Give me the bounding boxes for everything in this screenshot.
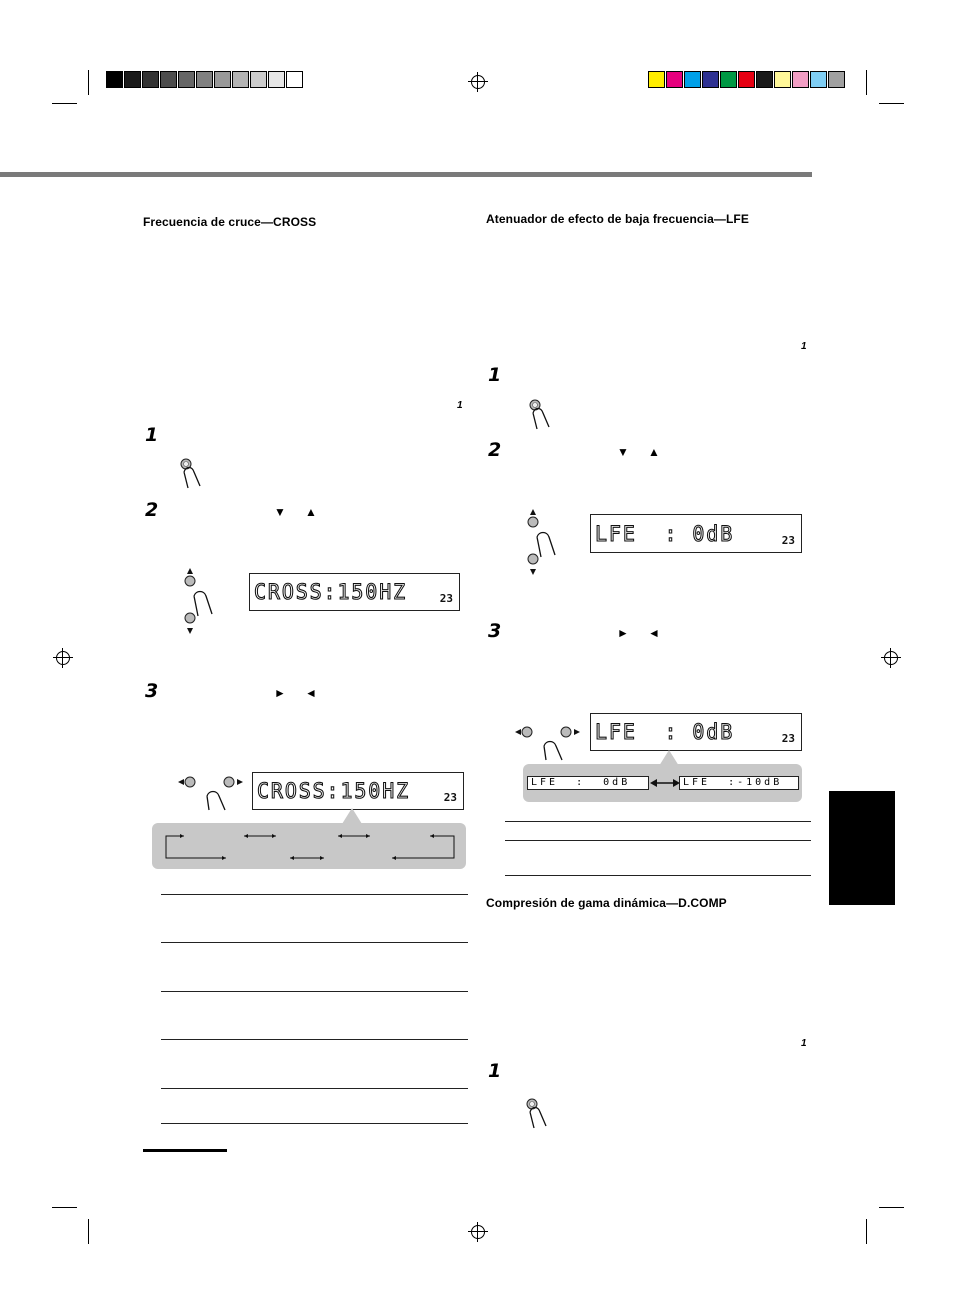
- table-rule: [505, 840, 811, 841]
- left-arrow-symbol: ◄: [648, 626, 660, 640]
- crop-mark: [52, 1207, 77, 1208]
- color-swatch: [684, 71, 701, 88]
- down-arrow-symbol: ▼: [617, 445, 629, 459]
- cross-display-2: [252, 772, 464, 810]
- color-swatch: [828, 71, 845, 88]
- lfe-display-2: [590, 713, 802, 751]
- display-text: CROSS:150HZ: [257, 779, 411, 803]
- language-side-tab: [829, 791, 895, 905]
- step-number: 1: [488, 364, 502, 386]
- color-swatch: [666, 71, 683, 88]
- gray-swatch: [124, 71, 141, 88]
- step-number: 1: [145, 424, 159, 446]
- step-number: 3: [145, 680, 159, 702]
- table-rule: [161, 942, 468, 943]
- table-rule: [161, 894, 468, 895]
- crop-mark: [879, 1207, 904, 1208]
- leftright-knob-icon: [177, 772, 245, 812]
- updown-knob-icon: [180, 566, 216, 636]
- finger-press-icon: [522, 1096, 556, 1130]
- reference-number: 1: [801, 1038, 807, 1049]
- down-arrow-symbol: ▼: [274, 505, 286, 519]
- gray-swatch: [196, 71, 213, 88]
- updown-knob-icon: [523, 507, 559, 577]
- step-number: 2: [488, 439, 502, 461]
- gray-swatch: [286, 71, 303, 88]
- step-number: 3: [488, 620, 502, 642]
- color-swatch: [774, 71, 791, 88]
- cross-display: [249, 573, 460, 611]
- table-rule: [161, 991, 468, 992]
- crop-mark: [88, 70, 89, 95]
- finger-press-icon: [176, 456, 210, 490]
- section-heading-cross: Frecuencia de cruce—CROSS: [143, 215, 317, 229]
- header-rule: [0, 172, 812, 177]
- right-arrow-symbol: ►: [617, 626, 629, 640]
- table-rule: [161, 1123, 468, 1124]
- reference-number: 1: [801, 341, 807, 352]
- registration-mark-left: [56, 651, 70, 665]
- lfe-option-0db: LFE : 0dB: [527, 776, 649, 790]
- table-rule: [505, 875, 811, 876]
- display-tag: 23: [443, 791, 457, 804]
- callout-pointer: [658, 750, 680, 766]
- section-heading-lfe: Atenuador de efecto de baja frecuencia—LFE: [486, 212, 749, 226]
- display-tag: 23: [781, 534, 795, 547]
- gray-swatch: [250, 71, 267, 88]
- color-swatch: [810, 71, 827, 88]
- lfe-display: [590, 514, 802, 553]
- registration-mark-right: [884, 651, 898, 665]
- step-number: 2: [145, 499, 159, 521]
- callout-pointer: [340, 808, 364, 824]
- gray-swatch: [106, 71, 123, 88]
- up-arrow-symbol: ▲: [648, 445, 660, 459]
- registration-mark-bottom: [471, 1225, 485, 1239]
- gray-swatch: [178, 71, 195, 88]
- color-swatch: [792, 71, 809, 88]
- color-swatch: [702, 71, 719, 88]
- display-text: CROSS:150HZ: [254, 580, 408, 604]
- display-text: LFE : 0dB: [595, 720, 735, 744]
- lfe-option-minus10db: LFE :-10dB: [679, 776, 799, 790]
- display-text: LFE : 0dB: [595, 521, 735, 546]
- gray-swatch: [232, 71, 249, 88]
- crop-mark: [866, 1219, 867, 1244]
- crop-mark: [879, 103, 904, 104]
- cycle-arrows: [160, 828, 460, 864]
- double-arrow-icon: [650, 778, 680, 788]
- display-tag: 23: [781, 732, 795, 745]
- crop-mark: [866, 70, 867, 95]
- color-swatch: [738, 71, 755, 88]
- crop-mark: [88, 1219, 89, 1244]
- table-rule: [161, 1088, 468, 1089]
- gray-swatch: [268, 71, 285, 88]
- table-rule: [505, 821, 811, 822]
- step-number: 1: [488, 1060, 502, 1082]
- leftright-knob-icon: [514, 722, 582, 762]
- left-arrow-symbol: ◄: [305, 686, 317, 700]
- display-tag: 23: [439, 592, 453, 605]
- color-swatch: [756, 71, 773, 88]
- table-rule: [161, 1039, 468, 1040]
- up-arrow-symbol: ▲: [305, 505, 317, 519]
- note-rule: [143, 1149, 227, 1152]
- reference-number: 1: [457, 400, 463, 411]
- crop-mark: [52, 103, 77, 104]
- right-arrow-symbol: ►: [274, 686, 286, 700]
- gray-swatch: [160, 71, 177, 88]
- color-swatch: [648, 71, 665, 88]
- gray-swatch: [142, 71, 159, 88]
- gray-swatch: [214, 71, 231, 88]
- registration-mark-top: [471, 75, 485, 89]
- section-heading-dcomp: Compresión de gama dinámica—D.COMP: [486, 896, 727, 910]
- color-swatch: [720, 71, 737, 88]
- finger-press-icon: [525, 397, 559, 431]
